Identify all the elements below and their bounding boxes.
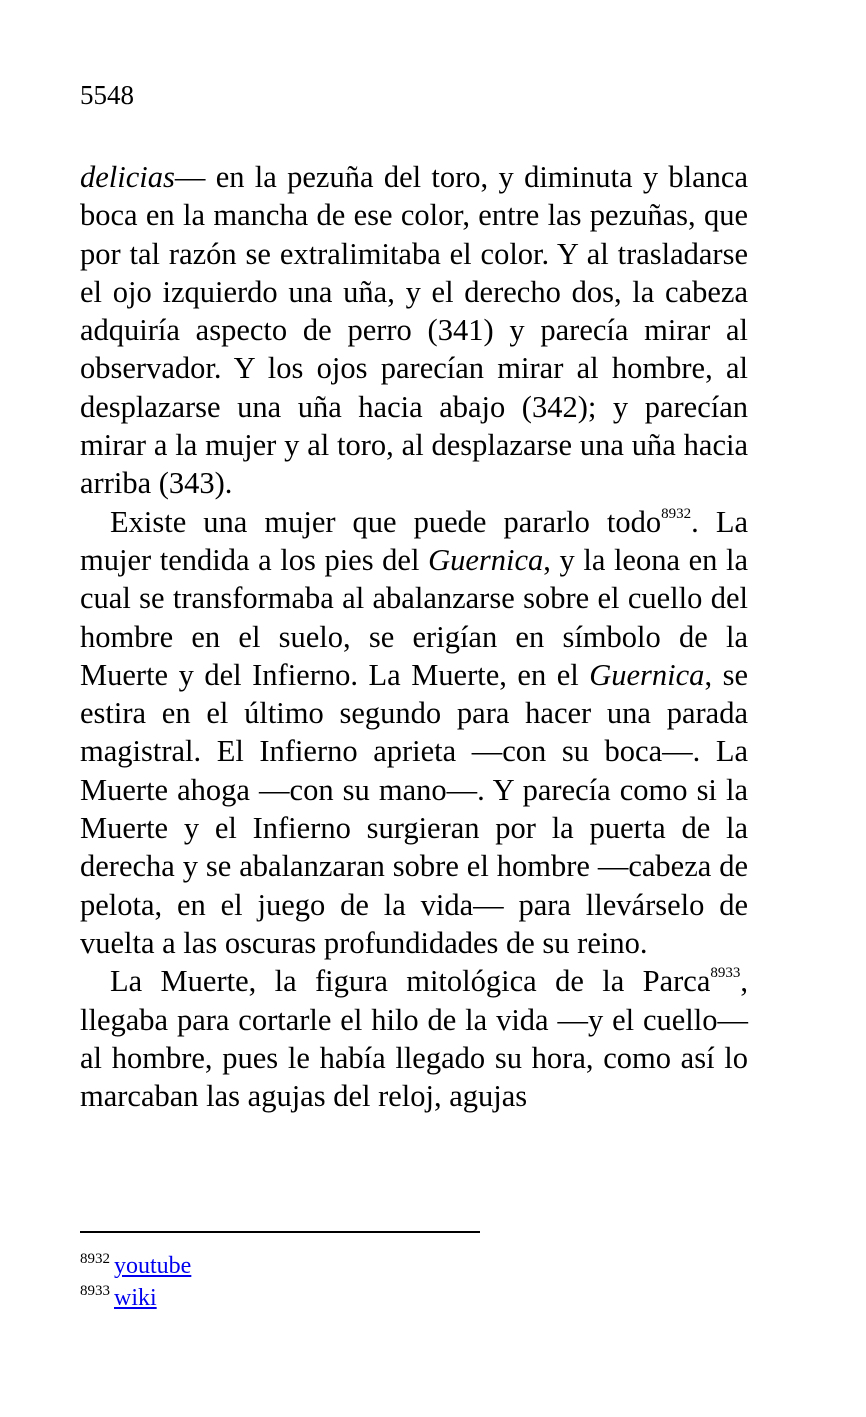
paragraph [80, 158, 748, 503]
body-text [80, 158, 748, 1115]
footnote-divider [80, 1231, 480, 1233]
footnote-link-youtube[interactable]: youtube [114, 1253, 192, 1279]
italic-text: Guernica [589, 657, 705, 692]
footnotes [80, 1250, 191, 1314]
page-number: 5548 [80, 80, 134, 110]
text-segment: , y la leona en la cual se transformaba al abalanzarse sobre el cuello del hombre en el suelo, se erigían en símbolo de la Muerte y del Infierno. La Muerte, en el [80, 542, 749, 692]
footnote-8933 [80, 1282, 191, 1314]
paragraph [80, 503, 748, 963]
text-segment: — en la pezuña del toro, y diminuta y blanca boca en la mancha de ese color, entre las pezuñas, que por tal razón se extralimitaba el color. Y al trasladarse el ojo izquierdo una uña, y el derecho dos, la cabeza adquiría aspecto de perro (341) y parecía mirar al observador. Y los ojos parecían mirar al hombre, al desplazarse una uña hacia abajo (342); y parecían mirar a la mujer y al toro, al desplazarse una uña hacia arriba (343). [80, 160, 748, 501]
footnote-number: 8933 [80, 1283, 110, 1299]
text-segment: . La mujer tendida a los pies del [80, 504, 748, 577]
text-segment: , llegaba para cortarle el hilo de la vida —y el cuello— al hombre, pues le había llegado su hora, como así lo marcaban las agujas del reloj, agujas [80, 964, 748, 1114]
text-segment: , se estira en el último segundo para hacer una parada magistral. El Infierno aprieta —con su boca—. La Muerte ahoga —con su mano—. Y parecía como si la Muerte y el Infierno surgieran por la puerta de la derecha y se abalanzaran sobre el hombre —cabeza de pelota, en el juego de la vida— para llevárselo de vuelta a las oscuras profundidades de su reino. [80, 657, 748, 960]
paragraph [80, 962, 748, 1115]
text-segment: La Muerte, la figura mitológica de la Parca [110, 964, 711, 999]
footnote-number: 8932 [80, 1251, 110, 1267]
text-segment: Existe una mujer que puede pararlo todo [110, 504, 662, 539]
italic-text: delicias [80, 160, 175, 194]
footnote-8932 [80, 1250, 191, 1282]
footnote-reference: 8933 [710, 965, 741, 982]
footnote-link-wiki[interactable]: wiki [114, 1285, 157, 1311]
italic-text: Guernica [428, 542, 544, 577]
footnote-reference: 8932 [661, 505, 692, 522]
